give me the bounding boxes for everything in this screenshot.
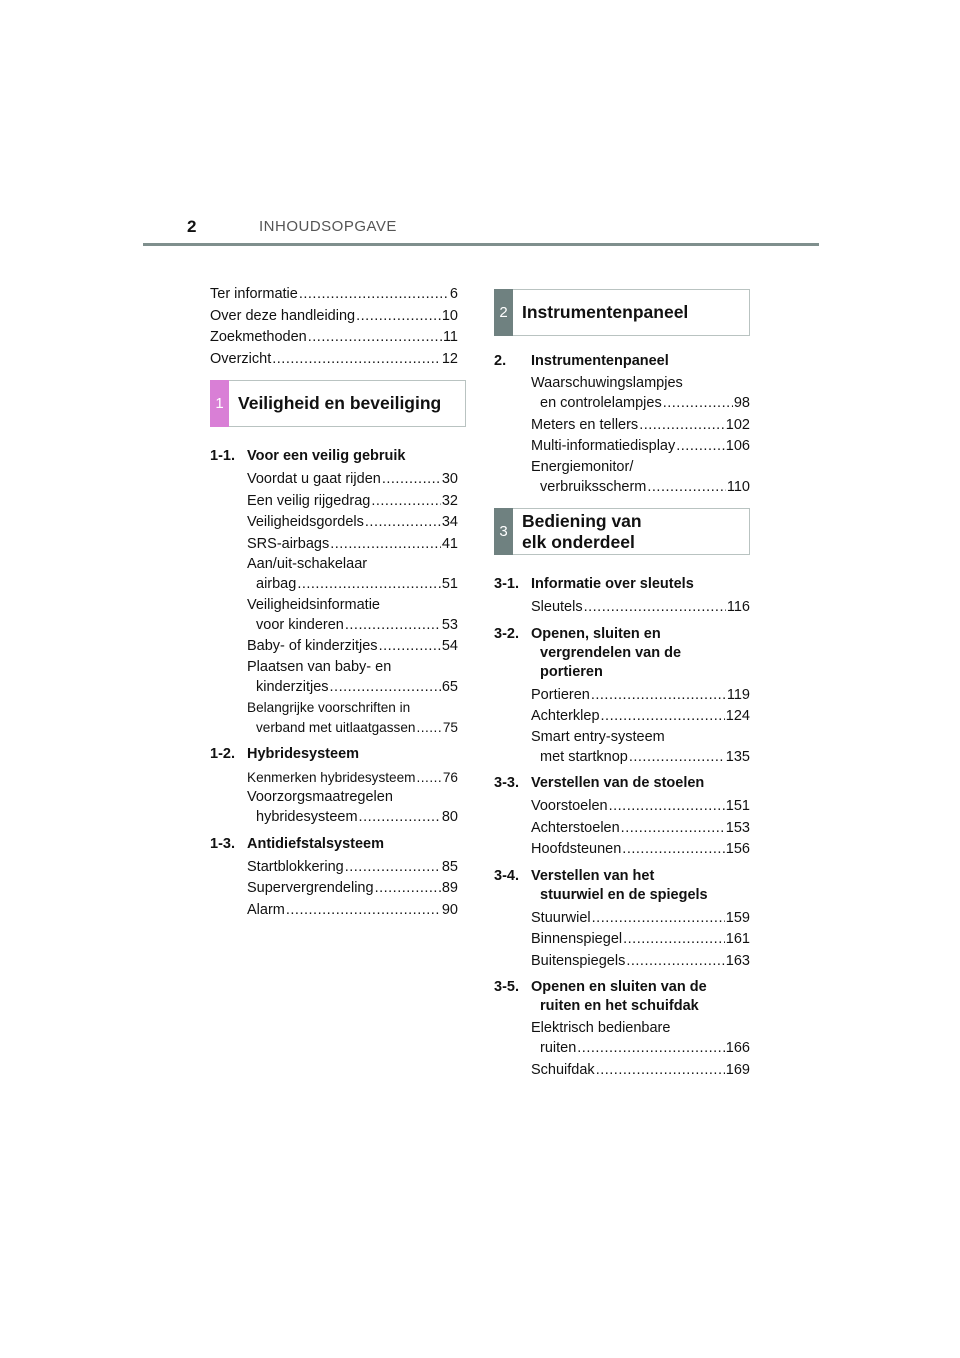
chapter-heading[interactable]: 3-4. Verstellen van het — [494, 867, 655, 884]
chapter-heading[interactable]: 1-1. Voor een veilig gebruik — [210, 448, 406, 464]
toc-entry[interactable]: en controlelampjes ..... 98 — [540, 393, 750, 415]
chapter-heading-line: portieren — [540, 663, 603, 680]
toc-entry[interactable]: Voordat u gaat rijden ..... 30 — [247, 469, 458, 491]
toc-entry-line[interactable]: Voorzorgsmaatregelen — [247, 789, 393, 805]
chapter-heading[interactable]: 3-1. Informatie over sleutels — [494, 576, 694, 592]
toc-entry[interactable]: Voorstoelen ..... 151 — [531, 796, 750, 818]
toc-entry[interactable]: Meters en tellers ..... 102 — [531, 415, 750, 437]
chapter-heading[interactable]: 3-2. Openen, sluiten en — [494, 625, 661, 642]
section-heading-1[interactable] — [210, 380, 466, 427]
toc-entry[interactable]: met startknop ..... 135 — [540, 747, 750, 769]
chapter-heading[interactable]: 2. Instrumentenpaneel — [494, 353, 669, 369]
page-number: 2 — [187, 217, 197, 236]
section-number-tab: 2 — [494, 289, 513, 336]
section-heading-2[interactable] — [494, 289, 750, 336]
toc-entry[interactable]: Stuurwiel ..... 159 — [531, 908, 750, 930]
toc-entry[interactable]: Kenmerken hybridesysteem ..... 76 — [247, 767, 458, 789]
header-rule — [143, 243, 819, 246]
toc-entry[interactable]: Overzicht ..... 12 — [210, 349, 458, 371]
toc-entry[interactable]: Portieren ..... 119 — [531, 685, 750, 707]
toc-entry[interactable]: Binnenspiegel ..... 161 — [531, 929, 750, 951]
toc-entry[interactable]: Baby- of kinderzitjes ..... 54 — [247, 636, 458, 658]
toc-entry[interactable]: Buitenspiegels ..... 163 — [531, 951, 750, 973]
toc-entry[interactable]: verband met uitlaatgassen ..... 75 — [256, 717, 458, 739]
section-number-tab: 3 — [494, 508, 513, 555]
section-title: Instrumentenpaneel — [522, 302, 689, 322]
toc-entry[interactable]: voor kinderen ..... 53 — [256, 615, 458, 637]
toc-entry-line[interactable]: Belangrijke voorschriften in — [247, 700, 411, 715]
toc-entry[interactable]: Hoofdsteunen ..... 156 — [531, 839, 750, 861]
chapter-heading[interactable]: 3-5. Openen en sluiten van de — [494, 979, 707, 995]
toc-entry-line[interactable]: Plaatsen van baby- en — [247, 658, 392, 675]
toc-entry[interactable]: Multi-informatiedisplay ..... 106 — [531, 436, 750, 458]
toc-entry[interactable]: Veiligheidsgordels ..... 34 — [247, 512, 458, 534]
toc-entry[interactable]: kinderzitjes ..... 65 — [256, 677, 458, 699]
chapter-heading[interactable]: 1-3. Antidiefstalsysteem — [210, 835, 384, 852]
toc-entry[interactable]: Ter informatie ..... 6 — [210, 284, 458, 306]
section-number-tab: 1 — [210, 380, 229, 427]
section-title: Veiligheid en beveiliging — [238, 393, 442, 413]
toc-entry[interactable]: Alarm ..... 90 — [247, 900, 458, 922]
toc-entry[interactable]: ruiten ..... 166 — [540, 1038, 750, 1060]
chapter-heading-line: stuurwiel en de spiegels — [540, 886, 708, 903]
toc-entry[interactable]: airbag ..... 51 — [256, 574, 458, 596]
toc-entry[interactable]: Achterstoelen ..... 153 — [531, 818, 750, 840]
toc-entry-line[interactable]: Elektrisch bedienbare — [531, 1020, 671, 1036]
chapter-heading-line: vergrendelen van de — [540, 644, 682, 661]
toc-entry-line[interactable]: Aan/uit-schakelaar — [247, 556, 368, 572]
toc-entry[interactable]: hybridesysteem ..... 80 — [256, 807, 458, 829]
section-heading-3[interactable] — [494, 508, 750, 555]
toc-entry[interactable]: Startblokkering ..... 85 — [247, 857, 458, 879]
toc-entry[interactable]: Sleutels ..... 116 — [531, 597, 750, 619]
toc-entry[interactable]: Achterklep ..... 124 — [531, 706, 750, 728]
toc-entry-line[interactable]: Smart entry-systeem — [531, 728, 665, 745]
toc-entry[interactable]: Over deze handleiding ..... 10 — [210, 306, 458, 328]
toc-entry[interactable]: Een veilig rijgedrag ..... 32 — [247, 491, 458, 513]
toc-right-column — [494, 289, 750, 1081]
section-title: Bediening van elk onderdeel — [522, 510, 642, 552]
chapter-heading-line: ruiten en het schuifdak — [540, 998, 699, 1014]
toc-entry[interactable]: SRS-airbags ..... 41 — [247, 534, 458, 556]
toc-entry[interactable]: verbruiksscherm ..... 110 — [540, 477, 750, 499]
chapter-heading[interactable]: 3-3. Verstellen van de stoelen — [494, 775, 705, 791]
toc-entry[interactable]: Supervergrendeling ..... 89 — [247, 878, 458, 900]
toc-entry[interactable]: Zoekmethoden ..... 11 — [210, 327, 458, 349]
toc-left-column — [210, 284, 458, 921]
toc-entry[interactable]: Schuifdak ..... 169 — [531, 1060, 750, 1082]
header-title: INHOUDSOPGAVE — [259, 218, 397, 235]
toc-entry-line[interactable]: Veiligheidsinformatie — [247, 596, 380, 613]
toc-entry-line[interactable]: Waarschuwingslampjes — [531, 375, 683, 391]
chapter-heading[interactable]: 1-2. Hybridesysteem — [210, 745, 360, 762]
page-header — [143, 217, 819, 247]
toc-entry-line[interactable]: Energiemonitor/ — [531, 458, 634, 475]
